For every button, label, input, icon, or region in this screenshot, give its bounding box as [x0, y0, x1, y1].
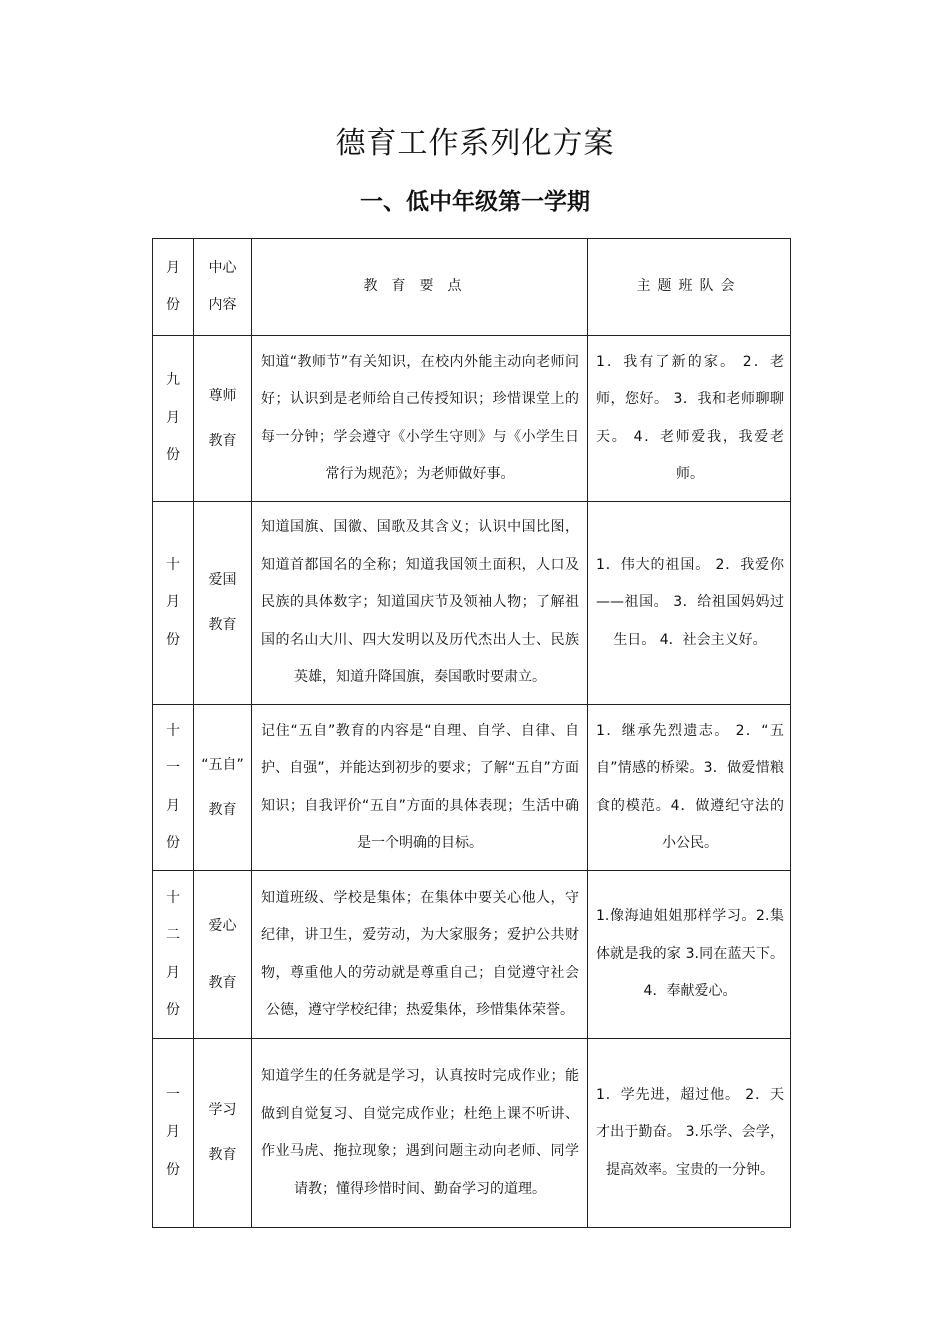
header-month-line1: 月	[166, 259, 180, 276]
table-header-row	[153, 239, 791, 336]
month-char: 二	[166, 927, 180, 943]
center-content-cell	[194, 1039, 252, 1228]
center-line2: 教育	[208, 617, 237, 633]
header-month-line2: 份	[166, 297, 180, 313]
center-content-cell	[194, 502, 252, 705]
month-char: 十	[166, 722, 180, 739]
month-cell	[153, 502, 194, 705]
theme-meeting-cell: 1．学先进，超过他。 2．天才出于勤奋。 3.乐学、会学，提高效率。宝贵的一分钟。	[588, 1039, 791, 1228]
center-content-cell	[194, 871, 252, 1039]
month-char: 月	[166, 594, 180, 611]
month-char: 份	[166, 1002, 180, 1018]
theme-meeting-cell: 1．继承先烈遗志。 2．“五自”情感的桥梁。3．做爱惜粮食的模范。4．做遵纪守法的小公民。	[588, 705, 791, 871]
table-row	[153, 336, 791, 502]
theme-meeting-cell: 1．我有了新的家。 2．老师，您好。 3．我和老师聊聊天。 4．老师爱我，我爱老师。	[588, 336, 791, 502]
center-line1: “五自”	[201, 756, 244, 773]
month-char: 十	[166, 889, 180, 906]
table-row	[153, 502, 791, 705]
month-cell	[153, 705, 194, 871]
header-center-content	[194, 239, 252, 336]
month-char: 份	[166, 1161, 180, 1178]
center-line1: 尊师	[208, 387, 237, 404]
header-points-label: 教育要点	[363, 278, 476, 295]
header-month	[153, 239, 194, 336]
month-char: 份	[166, 631, 180, 648]
education-points-cell: 知道班级、学校是集体；在集体中要关心他人，守纪律，讲卫生，爱劳动，为大家服务；爱护公共财物，尊重他人的劳动就是尊重自己；自觉遵守社会公德，遵守学校纪律；热爱集体，珍惜集体荣誉。	[252, 871, 588, 1039]
table-row	[153, 871, 791, 1039]
month-char: 十	[166, 556, 180, 573]
education-points-cell: 记住“五自”教育的内容是“自理、自学、自律、自护、自强”，并能达到初步的要求；了解“五自”方面知识；自我评价“五自”方面的具体表现；生活中确是一个明确的目标。	[252, 705, 588, 871]
month-char: 一	[166, 1086, 180, 1103]
month-char: 份	[166, 447, 180, 464]
header-education-points	[252, 239, 588, 336]
month-char: 月	[166, 797, 180, 814]
moral-education-plan-table	[152, 238, 791, 1228]
month-char: 月	[166, 964, 180, 981]
center-line2: 教育	[208, 432, 237, 449]
month-char: 一	[166, 760, 180, 776]
center-line2: 教育	[208, 801, 237, 818]
document-title: 德育工作系列化方案	[335, 126, 615, 161]
center-line1: 爱心	[208, 917, 237, 934]
center-line1: 学习	[208, 1102, 237, 1118]
center-line2: 教育	[208, 974, 237, 991]
education-points-cell: 知道学生的任务就是学习，认真按时完成作业；能做到自觉复习、自觉完成作业；杜绝上课不听讲、作业马虎、拖拉现象；遇到问题主动向老师、同学请教；懂得珍惜时间、勤奋学习的道理。	[252, 1039, 588, 1228]
month-cell	[153, 336, 194, 502]
education-points-cell: 知道“教师节”有关知识，在校内外能主动向老师问好；认识到是老师给自己传授知识；珍惜课堂上的每一分钟；学会遵守《小学生守则》与《小学生日常行为规范》；为老师做好事。	[252, 336, 588, 502]
month-cell	[153, 871, 194, 1039]
header-center-line2: 内容	[208, 297, 237, 313]
table-row	[153, 705, 791, 871]
month-cell	[153, 1039, 194, 1228]
center-content-cell	[194, 336, 252, 502]
theme-meeting-cell: 1．伟大的祖国。 2．我爱你——祖国。 3．给祖国妈妈过生日。 4．社会主义好。	[588, 502, 791, 705]
header-center-line1: 中心	[208, 259, 237, 276]
education-points-cell: 知道国旗、国徽、国歌及其含义；认识中国比图，知道首都国名的全称；知道我国领土面积，人口及民族的具体数字；知道国庆节及领袖人物；了解祖国的名山大川、四大发明以及历代杰出人士、民族英雄，知道升降国旗，奏国歌时要肃立。	[252, 502, 588, 705]
header-meeting-label: 主题班队会	[636, 278, 742, 295]
center-line1: 爱国	[208, 572, 237, 588]
month-char: 月	[166, 1124, 180, 1141]
month-char: 九	[166, 372, 180, 389]
document-subtitle: 一、低中年级第一学期	[360, 189, 590, 215]
table-row	[153, 1039, 791, 1228]
theme-meeting-cell: 1.像海迪姐姐那样学习。2.集体就是我的家 3.同在蓝天下。 4．奉献爱心。	[588, 871, 791, 1039]
header-theme-meeting	[588, 239, 791, 336]
month-char: 月	[166, 409, 180, 426]
center-line2: 教育	[208, 1147, 237, 1163]
month-char: 份	[166, 835, 180, 851]
center-content-cell	[194, 705, 252, 871]
